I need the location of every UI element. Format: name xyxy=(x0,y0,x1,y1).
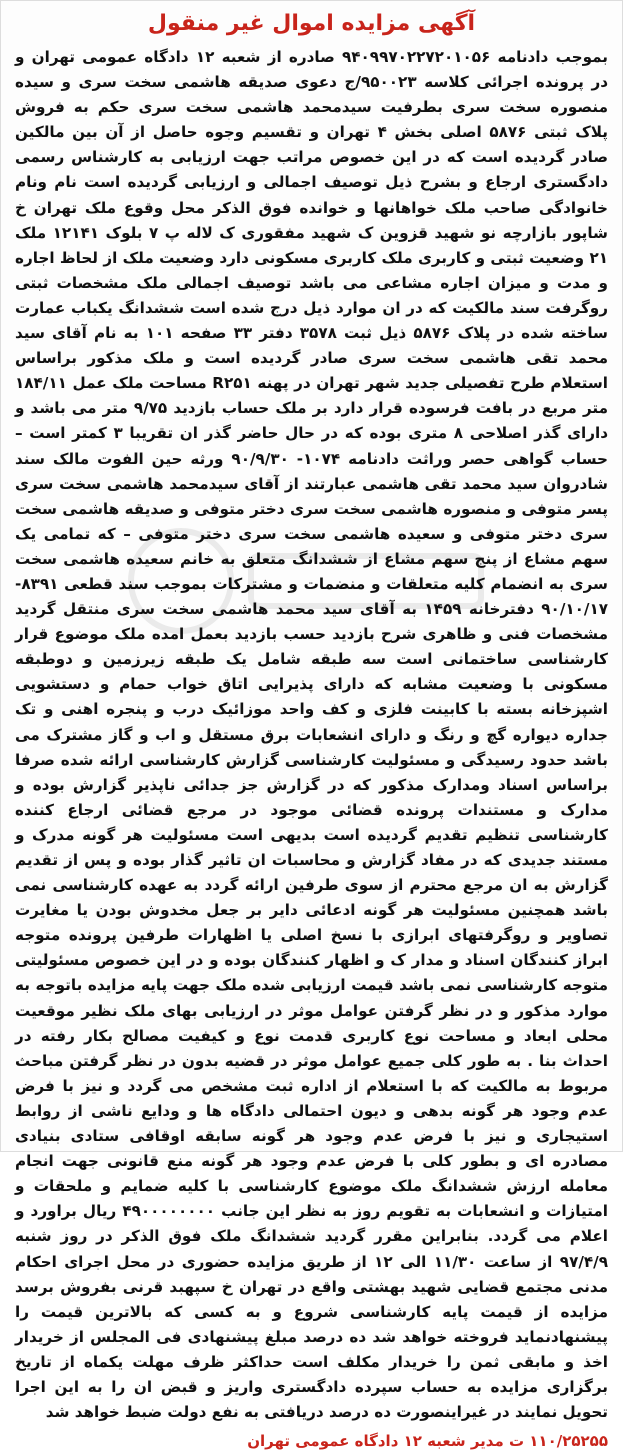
notice-title: آگهی مزایده اموال غیر منقول xyxy=(147,11,476,36)
notice-body: بموجب دادنامه ۹۴۰۹۹۷۰۲۲۷۲۰۱۰۵۶ صادره از شعبه ۱۲ دادگاه عمومی تهران و در پرونده اجرائی کلاسه ۹۵۰۰۲۳/ج دعوی صدیقه هاشمی سخت سری و سیده منصوره سخت سری بطرفیت سیدمحمد هاشمی سخت سری حکم به فروش پلاک ثبتی ۵۸۷۶ اصلی بخش ۴ تهران و تقسیم وجوه حاصل از آن بین مالکین صادر گردیده است که در این خصوص مراتب جهت ارزیابی به کارشناس رسمی دادگستری ارجاع و بشرح ذیل توصیف اجمالی و ارزیابی گردیده است نام ونام خانوادگی صاحب ملک خواهانها و خوانده فوق الذکر محل وقوع ملک تهران خ شاپور بازارچه نو شهید قزوین ک شهید مفقوری ک لاله پ ۷ بلوک ۱۲۱۴۱ ملک ۲۱ وضعیت ثبتی و کاربری ملک کاربری مسکونی دارد وضعیت ملک از لحاظ اجاره و مدت و میزان اجاره مشاعی می باشد توصیف اجمالی ملک مشخصات ثبتی روگرفت سند مالکیت که در ان موارد ذیل درج شده است ششدانگ یکباب عمارت ساخته شده در پلاک ۵۸۷۶ ذیل ثبت ۳۵۷۸ دفتر ۳۳ صفحه ۱۰۱ به نام آقای سید محمد تقی هاشمی سخت سری صادر گردیده است و ملک مذکور براساس استعلام طرح تفصیلی جدید شهر تهران در پهنه R۲۵۱ مساحت ملک عمل ۱۸۴/۱۱ متر مربع در بافت فرسوده قرار دارد بر ملک حساب بازدید ۹/۷۵ متر می باشد و دارای گذر اصلاحی ۸ متری بوده که در حال حاضر گذر ان تقریبا ۳ کمتر است – حساب گواهی حصر وراثت دادنامه ۱۰۷۴- ۹۰/۹/۳۰ ورثه حین الفوت مالک سند شادروان سید محمد تقی هاشمی عبارتند از آقای سیدمحمد هاشمی سخت سری پسر متوفی و منصوره هاشمی سخت سری دختر متوفی و صدیقه هاشمی سخت سری دختر متوفی و سعیده هاشمی سخت سری دختر متوفی – که تمامی یک سهم مشاع از پنج سهم مشاع از ششدانگ متعلق به خانم سعیده هاشمی سخت سری به انضمام کلیه متعلقات و منضمات و مشترکات بموجب سند قطعی ۸۳۹۱- ۹۰/۱۰/۱۷ دفترخانه ۱۴۵۹ به آقای سید محمد هاشمی سخت سری منتقل گردید مشخصات فنی و ظاهری شرح بازدید حسب بازدید بعمل امده ملک موضوع قرار کارشناسی ساختمانی است سه طبقه شامل یک طبقه زیرزمین و دوطبقه مسکونی با وضعیت مشابه که دارای پذیرایی اتاق خواب حمام و دستشویی اشپزخانه بسته با کابینت فلزی و کف واحد موزائیک درب و پنجره اهنی و تک جداره دیواره گچ و رنگ و دارای انشعابات برق مستقل و اب و گاز مشترک می باشد حدود رسیدگی و مسئولیت کارشناسی گزارش کارشناسی ارائه شده صرفا براساس اسناد ومدارک مذکور که در گزارش جز جدائی ناپذیر گزارش بوده و مدارک و مستندات پرونده قضائی موجود در مرجع قضائی ارجاع کننده کارشناسی تنظیم تقدیم گردیده است بدیهی است مسئولیت هر گونه مدرک و مستند جدیدی که در مفاد گزارش و محاسبات ان تاثیر گذار بوده و پس از تقدیم گزارش به ان مرجع محترم از سوی طرفین ارائه گردد به عهده کارشناسی نمی باشد همچنین مسئولیت هر گونه ادعائی دایر بر جعل مخدوش بودن یا مغایرت تصاویر و روگرفتهای ابرازی با نسخ اصلی یا اظهارات طرفین پرونده متوجه ابراز کنندگان اسناد و مدار ک و اظهار کنندگان بوده و در این خصوص مسئولیتی متوجه کارشناسی نمی باشد قیمت ارزیابی شده ملک جهت پایه مزایده باتوجه به موارد مذکور و در نظر گرفتن عوامل موثر در ارزیابی بهای ملک نظیر موقعیت محلی ابعاد و مساحت نوع کاربری قدمت نوع و کیفیت مصالح بکار رفته در احداث بنا . به طور کلی جمیع عوامل موثر در قضیه بدون در نظر گرفتن مباحث مربوط به مالکیت که با استعلام از اداره ثبت مشخص می گردد و نیز با فرض عدم وجود هر گونه بدهی و دیون احتمالی دادگاه ها و ودایع ناشی از روابط استیجاری و نیز با فرض عدم وجود هر گونه سابقه اوقافی ستادی بنیادی مصادره ای و بطور کلی با فرض عدم وجود هر گونه منع قانونی جهت انجام معامله ارزش ششدانگ ملک موضوع کارشناسی با کلیه ضمایم و ملحقات و امتیازات و انشعابات به تقویم روز به نظر این جانب ۴۹۰۰۰۰۰۰۰۰ ریال براورد و اعلام می گردد. بنابراین مقرر گردید ششدانگ ملک فوق الذکر در روز شنبه ۹۷/۴/۹ از ساعت ۱۱/۳۰ الی ۱۲ از طریق مزایده حضوری در محل اجرای احکام مدنی مجتمع قضایی شهید بهشتی واقع در تهران خ سپهبد قرنی بفروش برسد مزایده از قیمت پایه کارشناسی شروع و به کسی که بالاترین قیمت را پیشنهادنماید فروخته خواهد شد ده درصد مبلغ پیشنهادی فی المجلس از خریدار اخذ و مابقی ثمن را خریدار مکلف است حداکثر ظرف مهلت یکماه از تاریخ برگزاری مزایده به حساب سپرده دادگستری واریز و قبض ان را به این اجرا تحویل نمایند در غیراینصورت ده درصد دریافتی به نفع دولت ضبط خواهد شد xyxy=(15,48,609,1422)
notice-footer: ۱۱۰/۲۵۲۵۵ ت مدیر شعبه ۱۲ دادگاه عمومی تهران xyxy=(247,1432,608,1451)
